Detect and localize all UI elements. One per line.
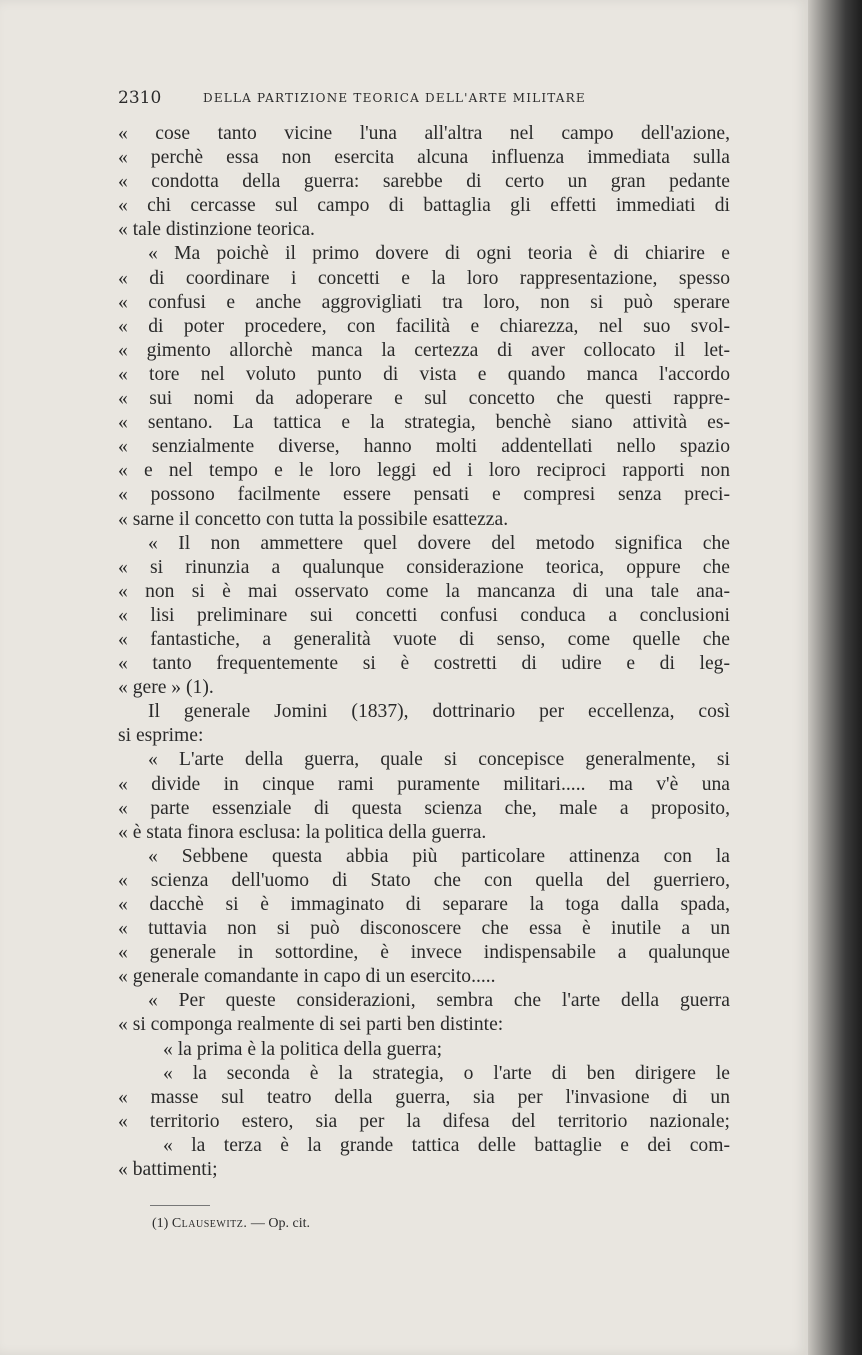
text-line: « fantastiche, a generalità vuote di senso, come quelle che [118, 628, 730, 650]
text-line: « di coordinare i concetti e la loro rappresentazione, spesso [118, 267, 730, 289]
text-line: « tore nel voluto punto di vista e quando manca l'accordo [118, 363, 730, 385]
text-line: « cose tanto vicine l'una all'altra nel campo dell'azione, [118, 123, 730, 144]
text-line: « la seconda è la strategia, o l'arte di ben dirigere le [163, 1062, 730, 1084]
text-line: « è stata finora esclusa: la politica della guerra. [118, 821, 487, 843]
text-line: « divide in cinque rami puramente militari..... ma v'è una [118, 773, 730, 795]
text-line: « gere » (1). [118, 677, 214, 699]
text-line: « possono facilmente essere pensati e compresi senza preci- [118, 484, 730, 506]
text-line: « scienza dell'uomo di Stato che con quella del guerriero, [118, 869, 730, 891]
text-line: « sui nomi da adoperare e sul concetto che questi rappre- [118, 388, 730, 410]
text-line: « condotta della guerra: sarebbe di certo un gran pedante [118, 171, 730, 193]
page-header [118, 88, 728, 114]
text-line: « generale in sottordine, è invece indispensabile a qualunque [118, 942, 730, 964]
footnote-rule [150, 1205, 210, 1206]
text-line: « di poter procedere, con facilità e chiarezza, nel suo svol- [118, 315, 730, 337]
text-line: « masse sul teatro della guerra, sia per l'invasione di un [118, 1086, 730, 1108]
text-line: « Sebbene questa abbia più particolare attinenza con la [148, 845, 730, 867]
text-line: « tanto frequentemente si è costretti di udire e di leg- [118, 653, 730, 675]
running-title: DELLA PARTIZIONE TEORICA DELL'ARTE MILITARE [203, 91, 586, 105]
text-line: « tuttavia non si può disconoscere che essa è inutile a un [118, 918, 730, 940]
body-text [118, 122, 730, 1182]
footnote-author: Clausewitz. [171, 1216, 248, 1231]
footnote-marker: (1) [152, 1216, 169, 1231]
text-line: « parte essenziale di questa scienza che, male a proposito, [118, 797, 730, 819]
text-line: si esprime: [118, 725, 204, 747]
text-line: « L'arte della guerra, quale si concepisce generalmente, si [148, 749, 730, 771]
footnote [152, 1216, 310, 1232]
text-line: « Ma poichè il primo dovere di ogni teoria è di chiarire e [148, 243, 730, 265]
text-line: « territorio estero, sia per la difesa del territorio nazionale; [118, 1110, 730, 1132]
text-line: « e nel tempo e le loro leggi ed i loro reciproci rapporti non [118, 460, 730, 482]
text-line: Il generale Jomini (1837), dottrinario per eccellenza, così [148, 701, 730, 723]
text-line: « gimento allorchè manca la certezza di aver collocato il let- [118, 339, 730, 361]
text-line: « si rinunzia a qualunque considerazione teorica, oppure che [118, 556, 730, 578]
text-line: « dacchè si è immaginato di separare la toga dalla spada, [118, 894, 730, 915]
text-line: « chi cercasse sul campo di battaglia gli effetti immediati di [118, 195, 730, 217]
text-line: « senzialmente diverse, hanno molti addentellati nello spazio [118, 436, 730, 458]
text-line: « Per queste considerazioni, sembra che l'arte della guerra [148, 990, 730, 1012]
text-line: « la prima è la politica della guerra; [163, 1038, 443, 1060]
text-line: « tale distinzione teorica. [118, 219, 315, 241]
text-line: « non si è mai osservato come la mancanza di una tale ana- [118, 580, 730, 602]
footnote-reference: — Op. cit. [250, 1216, 310, 1231]
text-line: « sentano. La tattica e la strategia, benchè siano attività es- [118, 412, 730, 434]
page-number: 2310 [118, 88, 162, 108]
text-line: « confusi e anche aggrovigliati tra loro, non si può sperare [118, 291, 730, 313]
text-line: « generale comandante in capo di un esercito..... [118, 966, 496, 988]
text-line: « perchè essa non esercita alcuna influenza immediata sulla [118, 147, 730, 169]
text-line: « battimenti; [118, 1159, 218, 1181]
text-line: « la terza è la grande tattica delle battaglie e dei com- [163, 1134, 730, 1156]
text-line: « sarne il concetto con tutta la possibile esattezza. [118, 508, 509, 530]
page-edge-shadow [808, 0, 862, 1355]
text-line: « si componga realmente di sei parti ben distinte: [118, 1014, 504, 1036]
text-line: « lisi preliminare sui concetti confusi conduca a conclusioni [118, 604, 730, 626]
text-line: « Il non ammettere quel dovere del metodo significa che [148, 532, 730, 554]
